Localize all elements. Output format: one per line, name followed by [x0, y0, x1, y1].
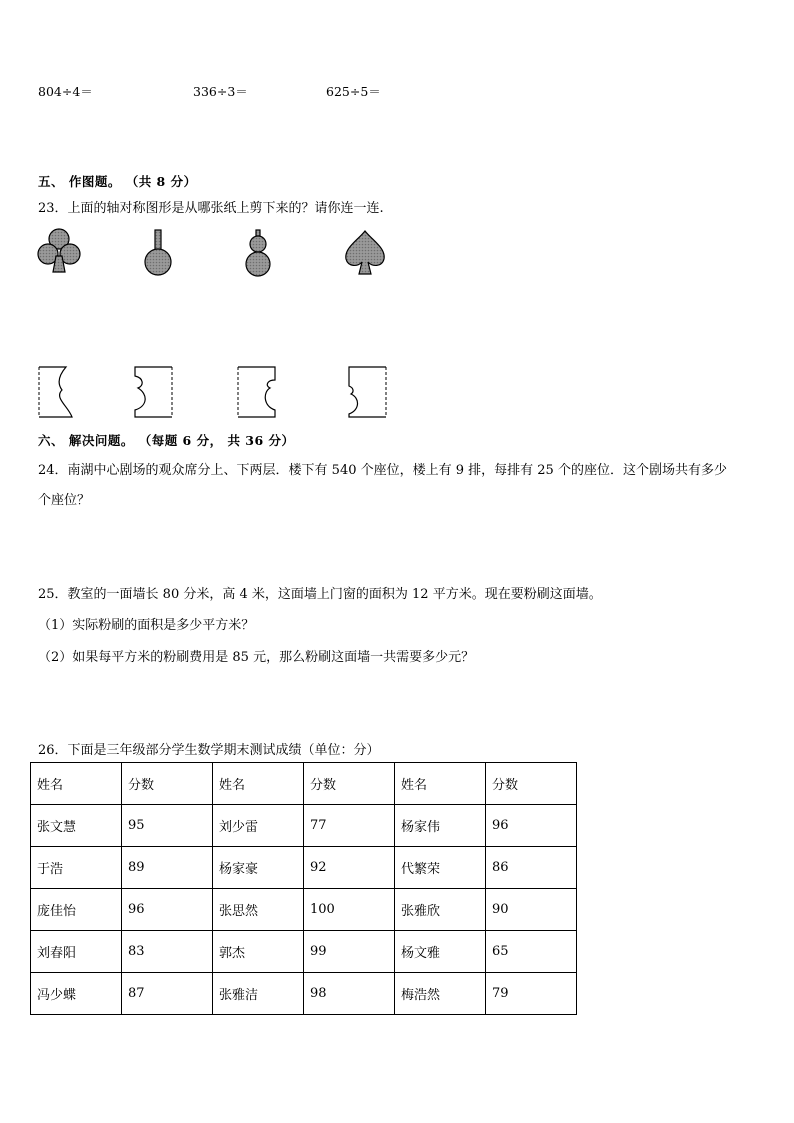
- header-cell: 分数: [486, 763, 577, 805]
- header-cell: 分数: [122, 763, 213, 805]
- table-cell: 96: [486, 805, 577, 847]
- table-cell: 77: [304, 805, 395, 847]
- table-row: [31, 847, 577, 889]
- spade-shape: [340, 228, 390, 278]
- table-cell: 杨文雅: [395, 931, 486, 973]
- club-shape: [36, 228, 82, 278]
- table-cell: 张思然: [213, 889, 304, 931]
- table-cell: 83: [122, 931, 213, 973]
- calc-1: 804÷4＝: [38, 84, 93, 99]
- table-cell: 86: [486, 847, 577, 889]
- question-25-sub1: （1）实际粉刷的面积是多少平方米？: [38, 618, 255, 633]
- table-cell: 98: [304, 973, 395, 1015]
- section-5-title: 五、 作图题。 （共 8 分）: [38, 174, 197, 189]
- racket-shape: [140, 228, 176, 278]
- section-6-title: 六、 解决问题。 （每题 6 分， 共 36 分）: [38, 433, 295, 448]
- table-cell: 杨家伟: [395, 805, 486, 847]
- table-cell: 张文慧: [31, 805, 122, 847]
- table-cell: 96: [122, 889, 213, 931]
- paper-cut-4: [346, 366, 388, 418]
- header-cell: 姓名: [213, 763, 304, 805]
- table-row: [31, 931, 577, 973]
- table-cell: 张雅欣: [395, 889, 486, 931]
- table-row: [31, 805, 577, 847]
- score-table: [30, 762, 577, 1015]
- paper-cut-1: [38, 366, 78, 418]
- table-row: [31, 973, 577, 1015]
- question-25: 25．教室的一面墙长 80 分米，高 4 米，这面墙上门窗的面积为 12 平方米。现在要粉刷这面墙。: [38, 587, 602, 602]
- table-cell: 刘春阳: [31, 931, 122, 973]
- header-cell: 分数: [304, 763, 395, 805]
- table-cell: 95: [122, 805, 213, 847]
- table-row: [31, 889, 577, 931]
- paper-cut-3: [237, 366, 279, 418]
- question-24-line1: 24．南湖中心剧场的观众席分上、下两层．楼下有 540 个座位，楼上有 9 排，每排有 25 个的座位．这个剧场共有多少: [38, 463, 727, 478]
- question-26: 26．下面是三年级部分学生数学期末测试成绩（单位：分）: [38, 743, 380, 758]
- table-cell: 代繁荣: [395, 847, 486, 889]
- question-24-line2: 个座位？: [38, 493, 91, 508]
- calc-3: 625÷5＝: [326, 84, 381, 99]
- table-cell: 92: [304, 847, 395, 889]
- table-cell: 郭杰: [213, 931, 304, 973]
- table-cell: 刘少雷: [213, 805, 304, 847]
- table-cell: 89: [122, 847, 213, 889]
- calc-2: 336÷3＝: [193, 84, 248, 99]
- table-cell: 65: [486, 931, 577, 973]
- table-cell: 87: [122, 973, 213, 1015]
- header-cell: 姓名: [395, 763, 486, 805]
- gourd-shape: [240, 228, 276, 278]
- table-cell: 于浩: [31, 847, 122, 889]
- question-25-sub2: （2）如果每平方米的粉刷费用是 85 元，那么粉刷这面墙一共需要多少元？: [38, 650, 475, 665]
- table-cell: 张雅洁: [213, 973, 304, 1015]
- table-cell: 杨家豪: [213, 847, 304, 889]
- table-cell: 庞佳怡: [31, 889, 122, 931]
- table-cell: 79: [486, 973, 577, 1015]
- table-cell: 冯少蝶: [31, 973, 122, 1015]
- header-cell: 姓名: [31, 763, 122, 805]
- question-23: 23．上面的轴对称图形是从哪张纸上剪下来的？请你连一连.: [38, 201, 384, 216]
- table-cell: 梅浩然: [395, 973, 486, 1015]
- paper-cut-2: [132, 366, 174, 418]
- table-cell: 99: [304, 931, 395, 973]
- table-header-row: [31, 763, 577, 805]
- table-cell: 100: [304, 889, 395, 931]
- table-cell: 90: [486, 889, 577, 931]
